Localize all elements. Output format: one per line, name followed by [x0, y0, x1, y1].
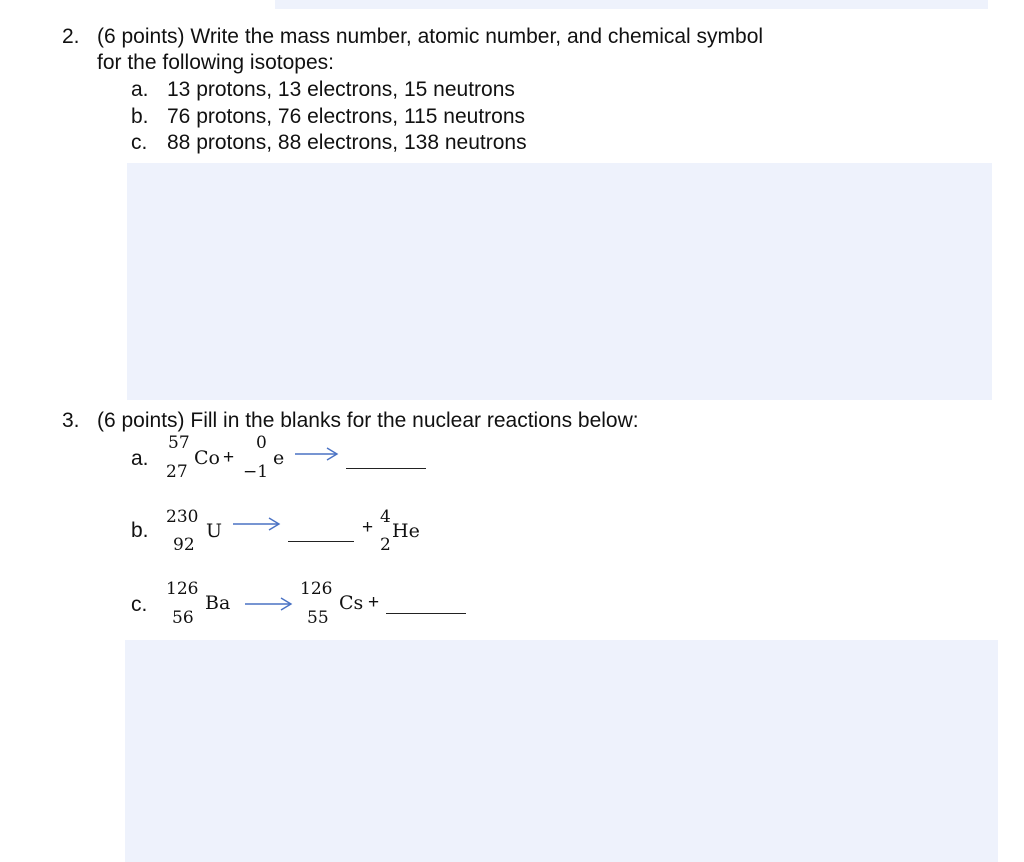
mass-number: 0 — [256, 433, 267, 453]
answer-blank-a[interactable] — [346, 468, 426, 469]
q2-item-b-label: b. — [131, 105, 149, 128]
atomic-number: −1 — [243, 462, 269, 482]
q2-prompt-line2: for the following isotopes: — [97, 51, 334, 74]
element-symbol: Cs — [339, 592, 364, 614]
answer-box-q2[interactable] — [127, 163, 992, 400]
element-symbol: He — [392, 520, 420, 542]
atomic-number: 27 — [166, 462, 188, 482]
mass-number: 4 — [380, 507, 391, 527]
q2-item-c-label: c. — [131, 131, 148, 154]
atomic-number: 2 — [380, 535, 391, 555]
element-symbol: Co — [194, 447, 220, 469]
mass-number: 126 — [300, 579, 333, 599]
element-symbol: e — [273, 447, 285, 469]
mass-number: 126 — [166, 579, 199, 599]
q3-a-label: a. — [131, 447, 149, 470]
atomic-number: 55 — [307, 608, 329, 628]
plus-sign: + — [362, 517, 374, 538]
answer-blank-b[interactable] — [288, 541, 354, 542]
reaction-arrow-icon — [293, 446, 341, 462]
q3-prompt: (6 points) Fill in the blanks for the nuclear reactions below: — [97, 409, 639, 432]
reaction-arrow-icon — [231, 516, 283, 532]
q2-item-c-text: 88 protons, 88 electrons, 138 neutrons — [167, 131, 527, 154]
mass-number: 230 — [166, 507, 199, 527]
answer-box-top — [275, 0, 988, 9]
q3-b-label: b. — [131, 519, 149, 542]
answer-box-q3[interactable] — [125, 640, 998, 862]
answer-blank-c[interactable] — [386, 613, 466, 614]
q2-item-b-text: 76 protons, 76 electrons, 115 neutrons — [167, 105, 526, 128]
q3-number: 3. — [62, 409, 80, 432]
atomic-number: 92 — [173, 535, 195, 555]
q2-prompt-line1: (6 points) Write the mass number, atomic number, and chemical symbol — [97, 25, 764, 48]
q2-item-a-text: 13 protons, 13 electrons, 15 neutrons — [167, 78, 515, 101]
element-symbol: U — [206, 520, 223, 542]
atomic-number: 56 — [172, 608, 194, 628]
mass-number: 57 — [168, 433, 190, 453]
plus-sign: + — [223, 447, 235, 468]
q2-item-a-label: a. — [131, 78, 149, 101]
q2-number: 2. — [62, 25, 80, 48]
reaction-arrow-icon — [243, 596, 295, 612]
q3-c-label: c. — [131, 593, 148, 616]
element-symbol: Ba — [205, 592, 231, 614]
plus-sign: + — [368, 592, 380, 613]
